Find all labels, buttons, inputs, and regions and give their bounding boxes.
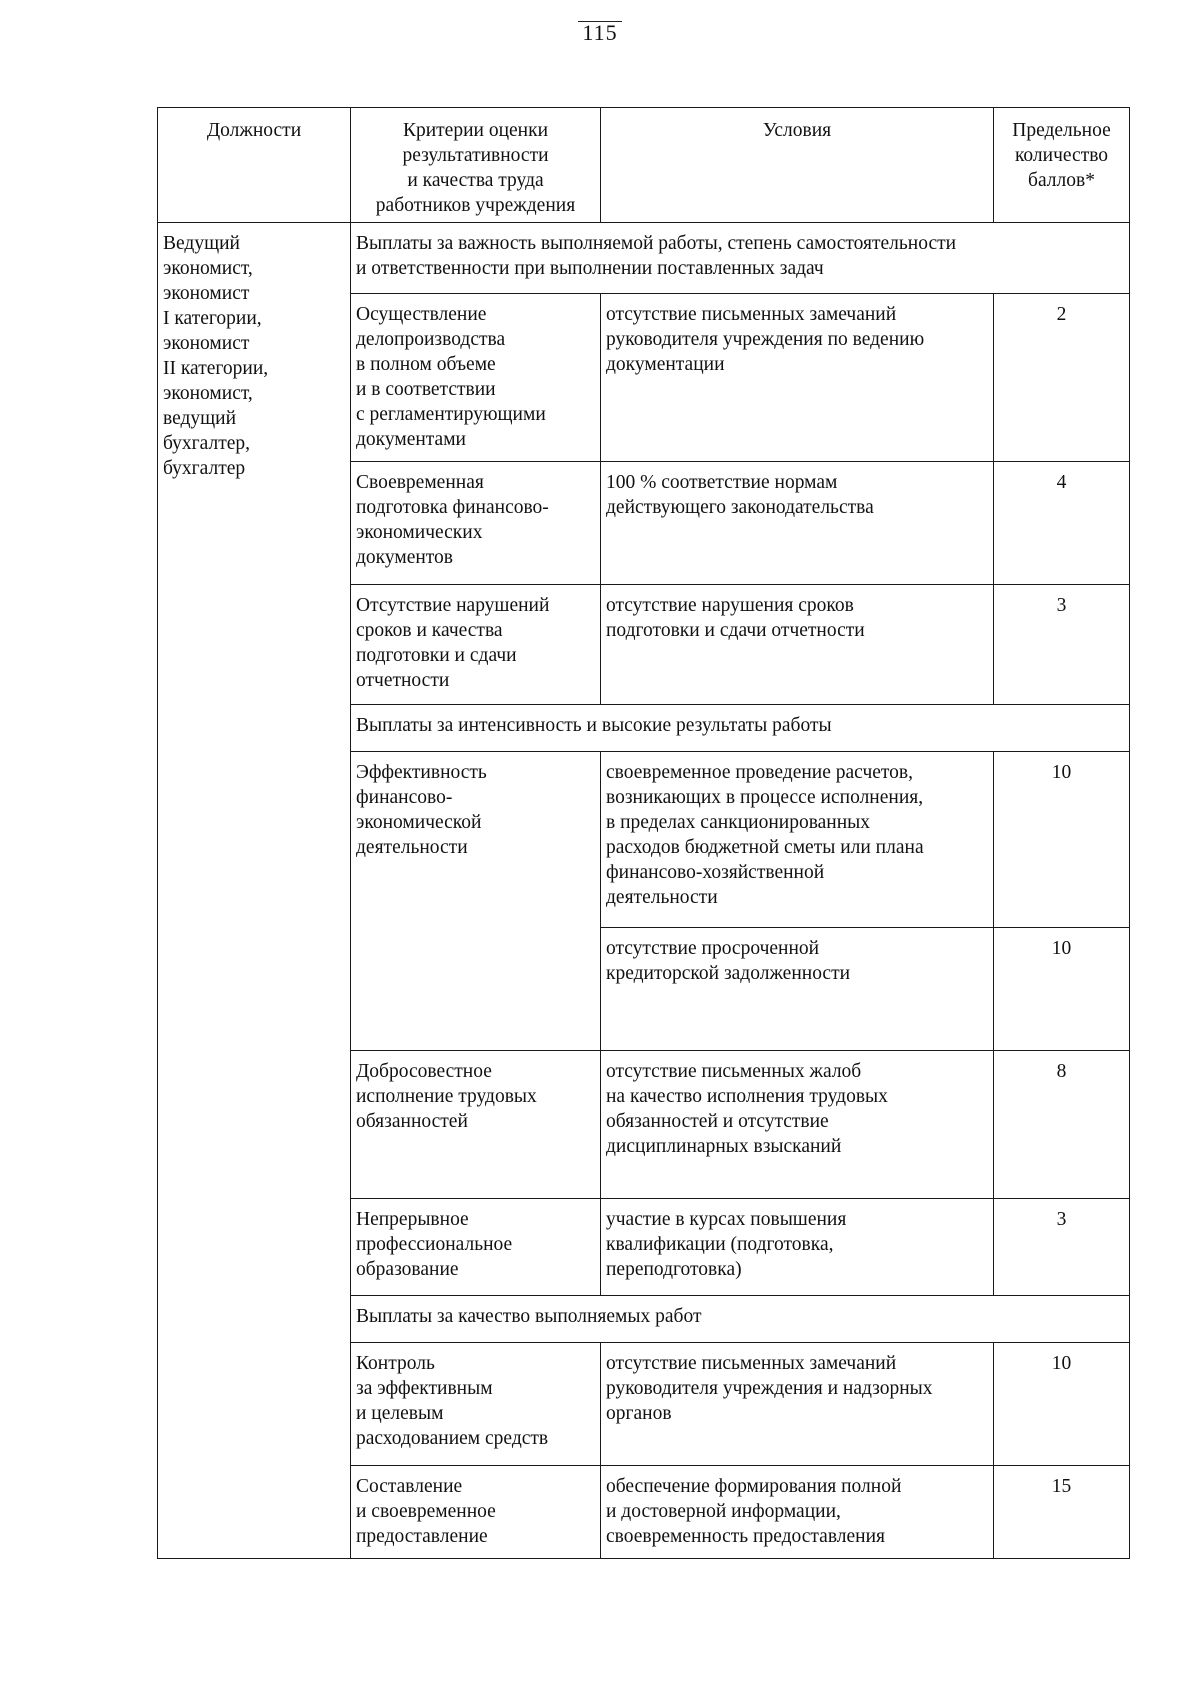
points-cell: 2 (994, 294, 1130, 462)
condition-cell: отсутствие письменных замечаний руководителя учреждения и надзорных органов (601, 1343, 994, 1466)
positions-cell: Ведущий экономист, экономист I категории, экономист II категории, экономист, ведущий бухгалтер, бухгалтер (158, 223, 351, 1559)
criterion-cell: Составление и своевременное предоставление (351, 1466, 601, 1559)
header-max-points: Предельное количество баллов* (994, 108, 1130, 223)
condition-cell: отсутствие просроченной кредиторской задолженности (601, 928, 994, 1051)
evaluation-criteria-table (157, 107, 1130, 1559)
header-conditions: Условия (601, 108, 994, 223)
section-title: Выплаты за качество выполняемых работ (351, 1296, 1130, 1343)
criterion-cell: Эффективность финансово- экономической деятельности (351, 752, 601, 1051)
condition-cell: отсутствие письменных замечаний руководителя учреждения по ведению документации (601, 294, 994, 462)
criterion-cell: Контроль за эффективным и целевым расходованием средств (351, 1343, 601, 1466)
criterion-cell: Осуществление делопроизводства в полном объеме и в соответствии с регламентирующими документами (351, 294, 601, 462)
table-row (158, 223, 1130, 294)
criterion-cell: Добросовестное исполнение трудовых обязанностей (351, 1051, 601, 1199)
page-number: 115 (0, 20, 1200, 46)
condition-cell: обеспечение формирования полной и достоверной информации, своевременность предоставления (601, 1466, 994, 1559)
points-cell: 3 (994, 1199, 1130, 1296)
points-cell: 10 (994, 752, 1130, 928)
table-header-row (158, 108, 1130, 223)
points-cell: 15 (994, 1466, 1130, 1559)
section-title: Выплаты за интенсивность и высокие результаты работы (351, 705, 1130, 752)
points-cell: 4 (994, 462, 1130, 585)
condition-cell: 100 % соответствие нормам действующего законодательства (601, 462, 994, 585)
condition-cell: участие в курсах повышения квалификации (подготовка, переподготовка) (601, 1199, 994, 1296)
points-cell: 10 (994, 928, 1130, 1051)
header-criteria: Критерии оценки результативности и качества труда работников учреждения (351, 108, 601, 223)
criterion-cell: Своевременная подготовка финансово- экономических документов (351, 462, 601, 585)
points-cell: 8 (994, 1051, 1130, 1199)
points-cell: 10 (994, 1343, 1130, 1466)
section-title: Выплаты за важность выполняемой работы, степень самостоятельности и ответственности при выполнении поставленных задач (351, 223, 1130, 294)
condition-cell: своевременное проведение расчетов, возникающих в процессе исполнения, в пределах санкционированных расходов бюджетной сметы или плана финансово-хозяйственной деятельности (601, 752, 994, 928)
condition-cell: отсутствие нарушения сроков подготовки и сдачи отчетности (601, 585, 994, 705)
criterion-cell: Отсутствие нарушений сроков и качества подготовки и сдачи отчетности (351, 585, 601, 705)
header-positions: Должности (158, 108, 351, 223)
criterion-cell: Непрерывное профессиональное образование (351, 1199, 601, 1296)
points-cell: 3 (994, 585, 1130, 705)
condition-cell: отсутствие письменных жалоб на качество исполнения трудовых обязанностей и отсутствие дисциплинарных взысканий (601, 1051, 994, 1199)
